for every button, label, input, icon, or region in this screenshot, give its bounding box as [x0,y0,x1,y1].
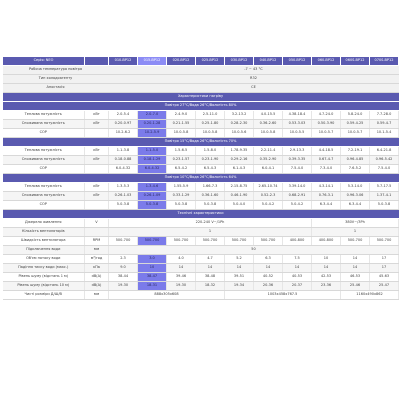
value-cell: 10.0-5.6 [225,129,254,138]
value-cell: 14 [341,264,370,273]
value-cell: 0.36-1.60 [196,192,225,201]
data-row [3,111,399,120]
value-cell: 10.0-5.5 [283,129,312,138]
value-cell: 2.15-8.75 [225,183,254,192]
value-cell: 3.39-14.0 [283,183,312,192]
row-unit: кВт [85,120,109,129]
model-header: 060-BP12 [312,57,341,66]
value-cell: 0.18-0.88 [109,156,138,165]
value-cell: 1.5-6.5 [167,147,196,156]
value-cell: 3.2-13.2 [225,111,254,120]
series-header: Серія: NEO [3,57,85,66]
value-cell: 10.0-5.8 [196,129,225,138]
section-title-row [3,93,399,102]
value-cell: 6.3 [254,255,283,264]
value-cell: 0.53-3.03 [283,120,312,129]
condition-row [3,102,399,111]
value-cell: 6.0-4.1 [254,165,283,174]
value-cell-highlighted: 3.0 [138,255,167,264]
unit-header-blank [85,57,109,66]
tech-row-noise-10m [3,282,399,291]
row-unit: кВт [85,156,109,165]
value-cell: 14 [312,264,341,273]
value-cell-highlighted: 38-47 [138,273,167,282]
value-cell: 1.66-7.3 [196,183,225,192]
value-cell: 2.9-13.3 [283,147,312,156]
tech-row-power [3,219,399,228]
value-cell: 6.1-4.3 [225,165,254,174]
row-label: COP [3,201,85,210]
value-cell: 10.2-6.2 [109,129,138,138]
value-cell: 39-51 [225,273,254,282]
row-unit: V [85,219,109,228]
dims-value-large: 1160x490x862 [341,291,399,300]
value-cell: 23-36 [312,282,341,291]
data-row [3,120,399,129]
row-unit: кВт [85,147,109,156]
value-cell-highlighted: 1.1-5.0 [138,147,167,156]
value-cell: 0.23-1.57 [167,156,196,165]
row-label: COP [3,129,85,138]
value-cell-highlighted: 1.3-4.6 [138,183,167,192]
value-cell: 0.59-4.7 [370,120,399,129]
value-cell: 500-700 [196,237,225,246]
tech-row-noise-1m [3,273,399,282]
value-cell: 40-52 [254,273,283,282]
value-cell: 5.0-3.8 [167,201,196,210]
value-cell: 6.5-4.3 [196,165,225,174]
value-cell: 0.59-4.25 [341,120,370,129]
power-value-three-phase: 380V~/3Ph [312,219,399,228]
row-label: Споживана потужність [3,156,85,165]
value-cell: 0.23-1.90 [196,156,225,165]
value-cell: 4.7 [196,255,225,264]
row-label: Споживана потужність [3,120,85,129]
row-unit: dB(A) [85,282,109,291]
row-unit: м³/год [85,255,109,264]
row-unit: кПа [85,264,109,273]
value-cell: 10.0-5.7 [341,129,370,138]
value-cell: 5.0-3.8 [370,201,399,210]
value-cell: 7.3-4.0 [312,165,341,174]
model-header: 070S-BP12 [370,57,399,66]
value-cell: 0.52-2.3 [254,192,283,201]
value-cell: 40-53 [283,273,312,282]
value-cell: 19-34 [225,282,254,291]
value-cell: 1.55-5.9 [167,183,196,192]
value-cell: 1.37-4.1 [370,192,399,201]
value-cell: 5.7-17.5 [370,183,399,192]
row-unit [85,165,109,174]
value-cell: 38-48 [196,273,225,282]
value-cell-highlighted: 10 [138,264,167,273]
value-cell: 20-36 [254,282,283,291]
value-cell: 7.7-28.0 [370,111,399,120]
data-row [3,201,399,210]
value-cell: 0.50-3.90 [312,120,341,129]
value-cell: 17 [370,255,399,264]
value-cell: 2.2-11.4 [254,147,283,156]
heating-section-title: Характеристики нагріву [3,93,399,102]
row-unit: dB(A) [85,273,109,282]
value-cell: 14 [167,264,196,273]
data-row [3,156,399,165]
fans-value: 1 [312,228,399,237]
row-unit: мм [85,291,109,300]
data-row [3,165,399,174]
value-cell: 6.3-4.4 [312,201,341,210]
value-cell: 9.0 [109,264,138,273]
value-cell: 0.25-1.80 [196,120,225,129]
value-cell-highlighted: 500-700 [138,237,167,246]
model-header: 010-BP12 [109,57,138,66]
value-cell: 7.2-19.1 [341,147,370,156]
tech-row-pipe [3,246,399,255]
general-value: R32 [109,75,399,84]
value-cell: 2.65-10.74 [254,183,283,192]
value-cell: 7.5-4.0 [283,165,312,174]
value-cell-highlighted: 6.0-4.32 [138,165,167,174]
row-unit: кВт [85,183,109,192]
value-cell: 46-53 [341,273,370,282]
value-cell: 4.0 [167,255,196,264]
value-cell: 0.96-5.42 [370,156,399,165]
condition-row [3,138,399,147]
value-cell: 19-30 [109,282,138,291]
value-cell: 6.4-21.8 [370,147,399,156]
general-row [3,84,399,93]
value-cell: 4.7-24.0 [312,111,341,120]
data-row [3,183,399,192]
value-cell: 10.0-5.8 [254,129,283,138]
value-cell: 4.3-14.1 [312,183,341,192]
value-cell: 0.20-0.97 [109,120,138,129]
value-cell: 6.3-4.4 [341,201,370,210]
row-label: Об'єм потоку води [3,255,85,264]
value-cell: 4.0-15.5 [254,111,283,120]
value-cell: 0.26-1.03 [109,192,138,201]
value-cell: 500-700 [370,237,399,246]
general-label: Тип холодоагенту [3,75,109,84]
power-value-single-phase: 220-240 V~/1Ph [109,219,312,228]
value-cell: 5.0-3.8 [109,201,138,210]
model-header: 020-BP12 [167,57,196,66]
value-cell: 14 [341,255,370,264]
value-cell-highlighted: 0.20-1.28 [138,120,167,129]
value-cell: 1.78-9.35 [225,147,254,156]
value-cell: 7.5 [283,255,312,264]
header-row [3,57,399,66]
value-cell: 500-700 [225,237,254,246]
value-cell: 38-44 [109,273,138,282]
row-label: Рівень шуму (відстань 10 м) [3,282,85,291]
row-unit [85,228,109,237]
tech-row-pressure [3,264,399,273]
value-cell-highlighted: 10.2-5.9 [138,129,167,138]
row-label: Теплова потужність [3,147,85,156]
general-row [3,75,399,84]
row-label: Кількість вентиляторів [3,228,85,237]
value-cell: 0.33-1.29 [167,192,196,201]
value-cell: 7.5-4.0 [370,165,399,174]
row-label: Падіння тиску води (макс.) [3,264,85,273]
value-cell: 18-32 [196,282,225,291]
value-cell: 20-37 [283,282,312,291]
model-header: 060S-BP12 [341,57,370,66]
row-unit [85,129,109,138]
value-cell: 2.3 [109,255,138,264]
value-cell: 500-700 [341,237,370,246]
value-cell: 7.6-5.2 [341,165,370,174]
value-cell: 2.4-9.0 [167,111,196,120]
value-cell: 5.8-24.0 [341,111,370,120]
value-cell: 0.67-4.7 [312,156,341,165]
row-unit: кВт [85,111,109,120]
technical-section-title: Технічні характеристики [3,210,399,219]
row-label: Підключення води [3,246,85,255]
value-cell-highlighted: 0.18-1.29 [138,156,167,165]
value-cell: 10.0-5.8 [167,129,196,138]
value-cell: 5.0-4.2 [254,201,283,210]
tech-row-fan-speed [3,237,399,246]
tech-row-fans [3,228,399,237]
value-cell: 14 [254,264,283,273]
model-header: 025-BP12 [196,57,225,66]
value-cell: 25-47 [370,282,399,291]
value-cell: 0.96-4.85 [341,156,370,165]
value-cell: 400-800 [312,237,341,246]
value-cell: 6.5-4.2 [167,165,196,174]
general-value: -7 ~ 43 °С [109,66,399,75]
condition-title: Повітря 27°С/Вода 26°С/Вологість 80% [3,102,399,111]
model-header: 050-BP12 [283,57,312,66]
row-label: Швидкість вентилятора [3,237,85,246]
value-cell: 0.76-3.1 [312,192,341,201]
value-cell: 14 [225,264,254,273]
condition-title: Повітря 10°С/Вода 26°С/Вологість 64% [3,174,399,183]
value-cell-highlighted: 5.0-3.8 [138,201,167,210]
value-cell-highlighted: 0.26-1.09 [138,192,167,201]
value-cell: 0.29-2.16 [225,156,254,165]
value-cell: 42-53 [312,273,341,282]
value-cell: 14 [196,264,225,273]
condition-title: Повітря 15°С/Вода 26°С/Вологість 70% [3,138,399,147]
value-cell: 5.3-14.0 [341,183,370,192]
value-cell-highlighted: 18-31 [138,282,167,291]
value-cell: 0.39-3.35 [283,156,312,165]
value-cell: 4.4-18.5 [312,147,341,156]
value-cell: 1.3-5.3 [109,183,138,192]
data-row [3,192,399,201]
value-cell: 0.68-2.91 [283,192,312,201]
model-header: 030-BP12 [225,57,254,66]
value-cell: 25-46 [341,282,370,291]
general-label: Робоча температура повітря [3,66,109,75]
dims-value-medium: 1003x458x767.5 [225,291,341,300]
data-row [3,129,399,138]
value-cell: 17 [370,264,399,273]
general-row [3,66,399,75]
row-label: Теплова потужність [3,111,85,120]
value-cell: 2.5-11.0 [196,111,225,120]
row-unit: мм [85,246,109,255]
dims-value-small: 888x305x608 [109,291,225,300]
value-cell: 6.0-4.32 [109,165,138,174]
value-cell: 10 [312,255,341,264]
general-label: Апостасія [3,84,109,93]
value-cell: 1.1-3.8 [109,147,138,156]
condition-row [3,174,399,183]
value-cell: 0.96-3.06 [341,192,370,201]
value-cell: 500-700 [254,237,283,246]
value-cell: 19-30 [167,282,196,291]
value-cell: 0.28-2.30 [225,120,254,129]
value-cell: 0.35-2.90 [254,156,283,165]
section-title-row [3,210,399,219]
row-unit: RPM [85,237,109,246]
row-label: Джерело живлення [3,219,85,228]
tech-row-flow [3,255,399,264]
value-cell: 10.1-5.4 [370,129,399,138]
value-cell: 5.2 [225,255,254,264]
value-cell: 0.36-2.60 [254,120,283,129]
fans-value: 1 [109,228,312,237]
row-unit [85,201,109,210]
value-cell: 400-800 [283,237,312,246]
model-header-highlighted: 015-BP12 [138,57,167,66]
value-cell: 0.46-1.90 [225,192,254,201]
model-header: 040-BP12 [254,57,283,66]
row-label: Чисті розміри Д/Ш/В [3,291,85,300]
general-value: CE [109,84,399,93]
value-cell: 4.38-18.4 [283,111,312,120]
row-label: Теплова потужність [3,183,85,192]
spec-table [2,56,399,300]
value-cell: 5.0-3.8 [196,201,225,210]
value-cell: 45-63 [370,273,399,282]
value-cell: 5.0-4.0 [225,201,254,210]
value-cell: 500-700 [167,237,196,246]
value-cell: 14 [283,264,312,273]
tech-row-dimensions [3,291,399,300]
value-cell: 5.0-4.2 [283,201,312,210]
row-label: COP [3,165,85,174]
value-cell: 500-700 [109,237,138,246]
value-cell: 0.21-1.55 [167,120,196,129]
row-label: Споживана потужність [3,192,85,201]
value-cell: 10.0-5.7 [312,129,341,138]
value-cell: 1.5-8.0 [196,147,225,156]
value-cell: 2.0-5.4 [109,111,138,120]
value-cell-highlighted: 2.0-7.0 [138,111,167,120]
value-cell: 39-46 [167,273,196,282]
row-unit: кВт [85,192,109,201]
pipe-value: 50 [109,246,399,255]
row-label: Рівень шуму (відстань 1 м) [3,273,85,282]
data-row [3,147,399,156]
